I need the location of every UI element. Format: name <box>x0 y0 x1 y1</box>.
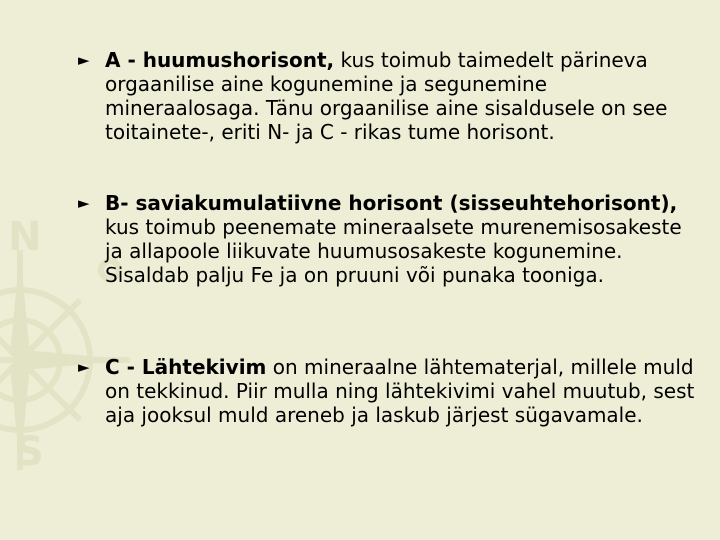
bullet-text <box>105 48 695 144</box>
svg-text:N: N <box>8 214 42 260</box>
horizon-term: A - huumushorisont, <box>105 48 335 72</box>
svg-text:S: S <box>15 429 44 475</box>
bullet-text <box>105 355 695 427</box>
bullet-arrow-icon: ► <box>78 358 90 376</box>
horizon-description: on mineraalne lähtematerjal, millele muld on tekkinud. Piir mulla ning lähtekivimi vahel muutub, sest aja jooksul muld areneb ja laskub järjest sügavamale. <box>105 355 695 427</box>
bullet-arrow-icon: ► <box>78 194 90 212</box>
horizon-description: kus toimub peenemate mineraalsete murenemisosakeste ja allapoole liikuvate huumusosakeste kogunemine. Sisaldab palju Fe ja on pruuni või punaka tooniga. <box>105 215 682 287</box>
bullet-text <box>105 191 695 287</box>
horizon-term: B- saviakumulatiivne horisont (sisseuhtehorisont), <box>105 191 678 215</box>
horizon-description: kus toimub taimedelt pärineva orgaanilise aine kogunemine ja segunemine mineraalosaga. Tänu orgaanilise aine sisaldusele on see toitainete-, eriti N- ja C - rikas tume horisont. <box>105 48 668 144</box>
bullet-arrow-icon: ► <box>78 51 90 69</box>
horizon-term: C - Lähtekivim <box>105 355 267 379</box>
